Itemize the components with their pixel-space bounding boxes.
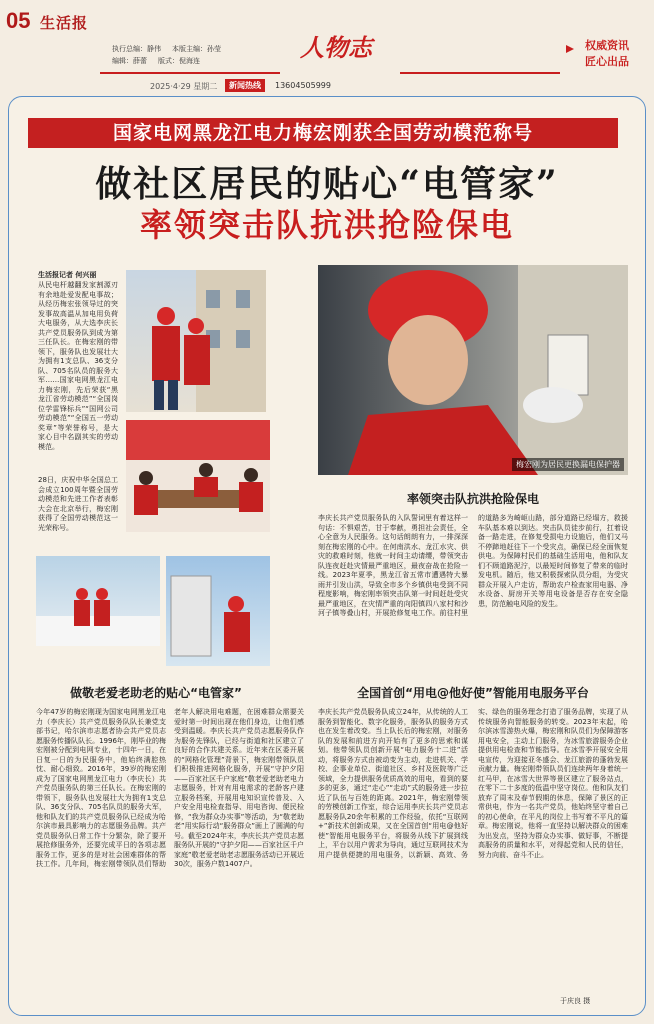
arrow-icon (566, 40, 578, 52)
platform-text: 李庆长共产党员服务队成立24年，从传统的人工服务到智能化、数字化服务，服务队的服务方式也在发生着改变。当上队长后的梅宏刚，对服务队的发展和前进方向开始有了更多的思索和谋划。他带领队员创新开展“电力服务十二进”活动，将服务方式由被动变为主动，走进机关、学校、企事业单位、街道社区、乡村及医院等广泛领域，全力提供服务优质高效的用电，看到的要多的更多，通过“走心”“走动”式的服务进一步拉近了队伍与百姓的距离。2021年，梅宏刚带领的劳模创新工作室，综合运用李庆长共产党员志愿服务队20余年积累的工作经验，依托“互联网+”新技术创新成果，又在全国首创“用电@他好使”智能用电服务平台，将服务从线下扩展到线上，平台以用户需求为导向，通过互联网技术为用户提供便捷的用电服务，以新颖、高效、务实、绿色的服务理念打造了服务品牌，实现了从传统服务向智能服务的转变。2023年末起，哈尔滨冰雪游热火爆，梅宏刚和队员们为保障游客用电安全，主动上门服务，为冰雪旅游服务企业提供用电检查和节能指导。在冰雪季开展安全用电宣传，为迎接亚冬盛会、龙江旅游的蓬勃发展贡献力量。梅宏刚带领队员们连续两年身着统一红马甲，在冰雪大世界等景区建立了服务站点，在零下二十多度的低温中坚守岗位。他和队友们放弃了周末及春节假期的休息，保障了景区的正常供电，作为一名共产党员，他始终坚守着自己的初心使命，在平凡的岗位上书写着不平凡的篇章。梅宏刚说，他将一直坚持以解决群众的困难为出发点，坚持为群众办实事、做好事，不断提高服务的质量和水平，对得起党和人民的信任，努力向前、奋斗不止。 (318, 708, 628, 859)
photo-meeting (126, 420, 270, 532)
photo-workers-outdoor (126, 270, 266, 412)
photo-caption: 梅宏刚为居民更换漏电保护器 (512, 458, 624, 471)
photo-snow-team (36, 556, 160, 646)
lead-column-2: 28日，庆祝中华全国总工会成立100周年暨全国劳动模范和先进工作者表彰大会在北京举行，梅宏刚获得了全国劳动模范这一光荣称号。 (38, 476, 118, 532)
byline: 生活报记者 何兴丽 (38, 271, 97, 279)
elder-text: 今年47岁的梅宏刚现为国家电网黑龙江电力（李庆长）共产党员服务队队长兼党支部书记，哈尔滨市志愿者协会共产党员志愿服务传播队队长。1996年，刚毕业的梅宏刚被分配到电网专业，十四年一日，在日复一日的为民服务中，他始终满腔热忱、耐心细致。2016年，39岁的梅宏刚成为了国家电网黑龙江电力（李庆长）共产党员服务队的第三任队长。在梅宏刚的带领下，服务队也发展壮大为拥有1支总队、36支分队、705名队员的服务大军，他和队友们的共产党员服务队已经成为哈尔滨市最具影响力的志愿服务品牌。共产党员服务队日常工作十分繁杂，除了要开展抢修服务外，还要完成平日的各项志愿服务工作，更多的是对社会困难群体的帮扶工作。几年间，梅宏刚带领队员们帮助老年人解决用电难题，在困难群众需要关爱时第一时间出现在他们身边，让他们感受到温暖。李庆长共产党员志愿服务队作为服务先锋队，已经与街道和社区建立了良好的合作共建关系。近年来在区委开展的“网格化管理”背景下，梅宏刚带领队员们积极推进网格化服务，开展“守护夕阳——百家社区千户家庭”敬老爱老助老电力志愿服务，针对有用电需求的老龄客户建立服务档案，开展用电知识宣传普及、入户安全用电检查指导、用电咨询、便民检修，“我为群众办实事”等活动，为“敬老助老”用实际行动“服务群众”画上了圆满的句号。截至2024年末，李庆长共产党员志愿服务队开展的“守护夕阳——百家社区千户家庭”敬老爱老助老志愿服务活动已开展近30次，服务户数1407户。 (36, 708, 304, 868)
subhead-flood: 率领突击队抗洪抢险保电 (406, 492, 539, 506)
subhead-elder: 做敬老爱老助老的贴心“电管家” (70, 686, 242, 700)
duty-editor: 本版主编：孙莹 (172, 45, 221, 53)
lead-column-1: 从民电杆越翻发家割源刃有余地赴爱发配电事故；从经历梅宏张领导过的突发事故高温从加电用负荷大电服务，从大选李庆长共产党员服务队到成为第三任队长。在梅宏刚的带领下，服务队也发展壮大为拥有1支总队、36支分队、705名队员的服务大军……国家电网黑龙江电力梅宏刚，先后荣获“黑龙江省劳动模范”“全国岗位学雷锋标兵”“国网公司劳动模范”“全国五一劳动奖章”等荣誉称号，是大家心目中名副其实的劳动模范。 (38, 281, 118, 451)
slogan-line-1: 权威资讯 (585, 39, 629, 52)
main-headline: 做社区居民的贴心“电管家” (95, 163, 559, 205)
editor: 编辑：薛蕾 (112, 57, 147, 65)
layout-editor: 版式：倪海连 (158, 57, 200, 65)
hotline-number: 13604505999 (275, 81, 331, 90)
paper-name: 生活报 (40, 14, 89, 32)
slogan-line-2: 匠心出品 (585, 55, 629, 68)
page-number: 05 (6, 8, 31, 33)
photo-credit: 于庆良 摄 (560, 997, 591, 1005)
photo-ice-inspection (166, 556, 270, 666)
slogan (585, 38, 629, 70)
sub-headline: 率领突击队抗洪抢险保电 (139, 206, 514, 244)
banner-headline: 国家电网黑龙江电力梅宏刚获全国劳动模范称号 (28, 118, 618, 148)
subhead-platform: 全国首创“用电@他好使”智能用电服务平台 (357, 686, 589, 700)
header-rule-left (100, 72, 280, 74)
exec-editor: 执行总编：静伟 (112, 45, 161, 53)
flood-text: 李庆长共产党员服务队的入队誓词里有着这样一句话：不惧艰苦，甘于奉献，勇担社会责任，全心全意为人民服务。这句话朗朗有力，一排深深刻在梅宏刚的心中。在何南洪水、龙江水灾、供灾的救难时刻，他就一时间主动请缨，带领突击队连夜赶赴灾情最严重地区，最夜奋战在抢险一线。2023年夏季，黑龙江省五常市遭遇特大暴雨并引发山洪，导致全市多个乡镇供电受到不同程度影响，梅宏刚率领突击队第一时间赶赴受灾最严重地区，在灾情严重的向阳镇四八家村和沙河子镇等叠山村，开展抢修复电工作。前往村里的道路多为崎岖山路，部分道路已经塌方，救援车队基本难以到达。突击队员徒步前行，扛着设备一路走进，在修复受损电力设施后，他们又马不停蹄地赶往下一个受灾点，确保已经全面恢复供电。为保障村民们的基础生活用电，他和队友们不顾道路泥泞，以最短时间修复了带来的临时发电机。随后，他又积极探索队员分组，为受灾群众开展入户走访，帮助农户检查家用电器、净水设备、厨房开关等用电设备是否存在安全隐患，防范触电风险的发生。 (318, 514, 628, 617)
issue-date: 2025·4·29 星期二 (150, 82, 218, 91)
photo-main-repair (318, 265, 628, 475)
section-title: 人物志 (300, 34, 372, 62)
hotline-label: 新闻热线 (225, 79, 265, 92)
header-rule-right (400, 72, 560, 74)
